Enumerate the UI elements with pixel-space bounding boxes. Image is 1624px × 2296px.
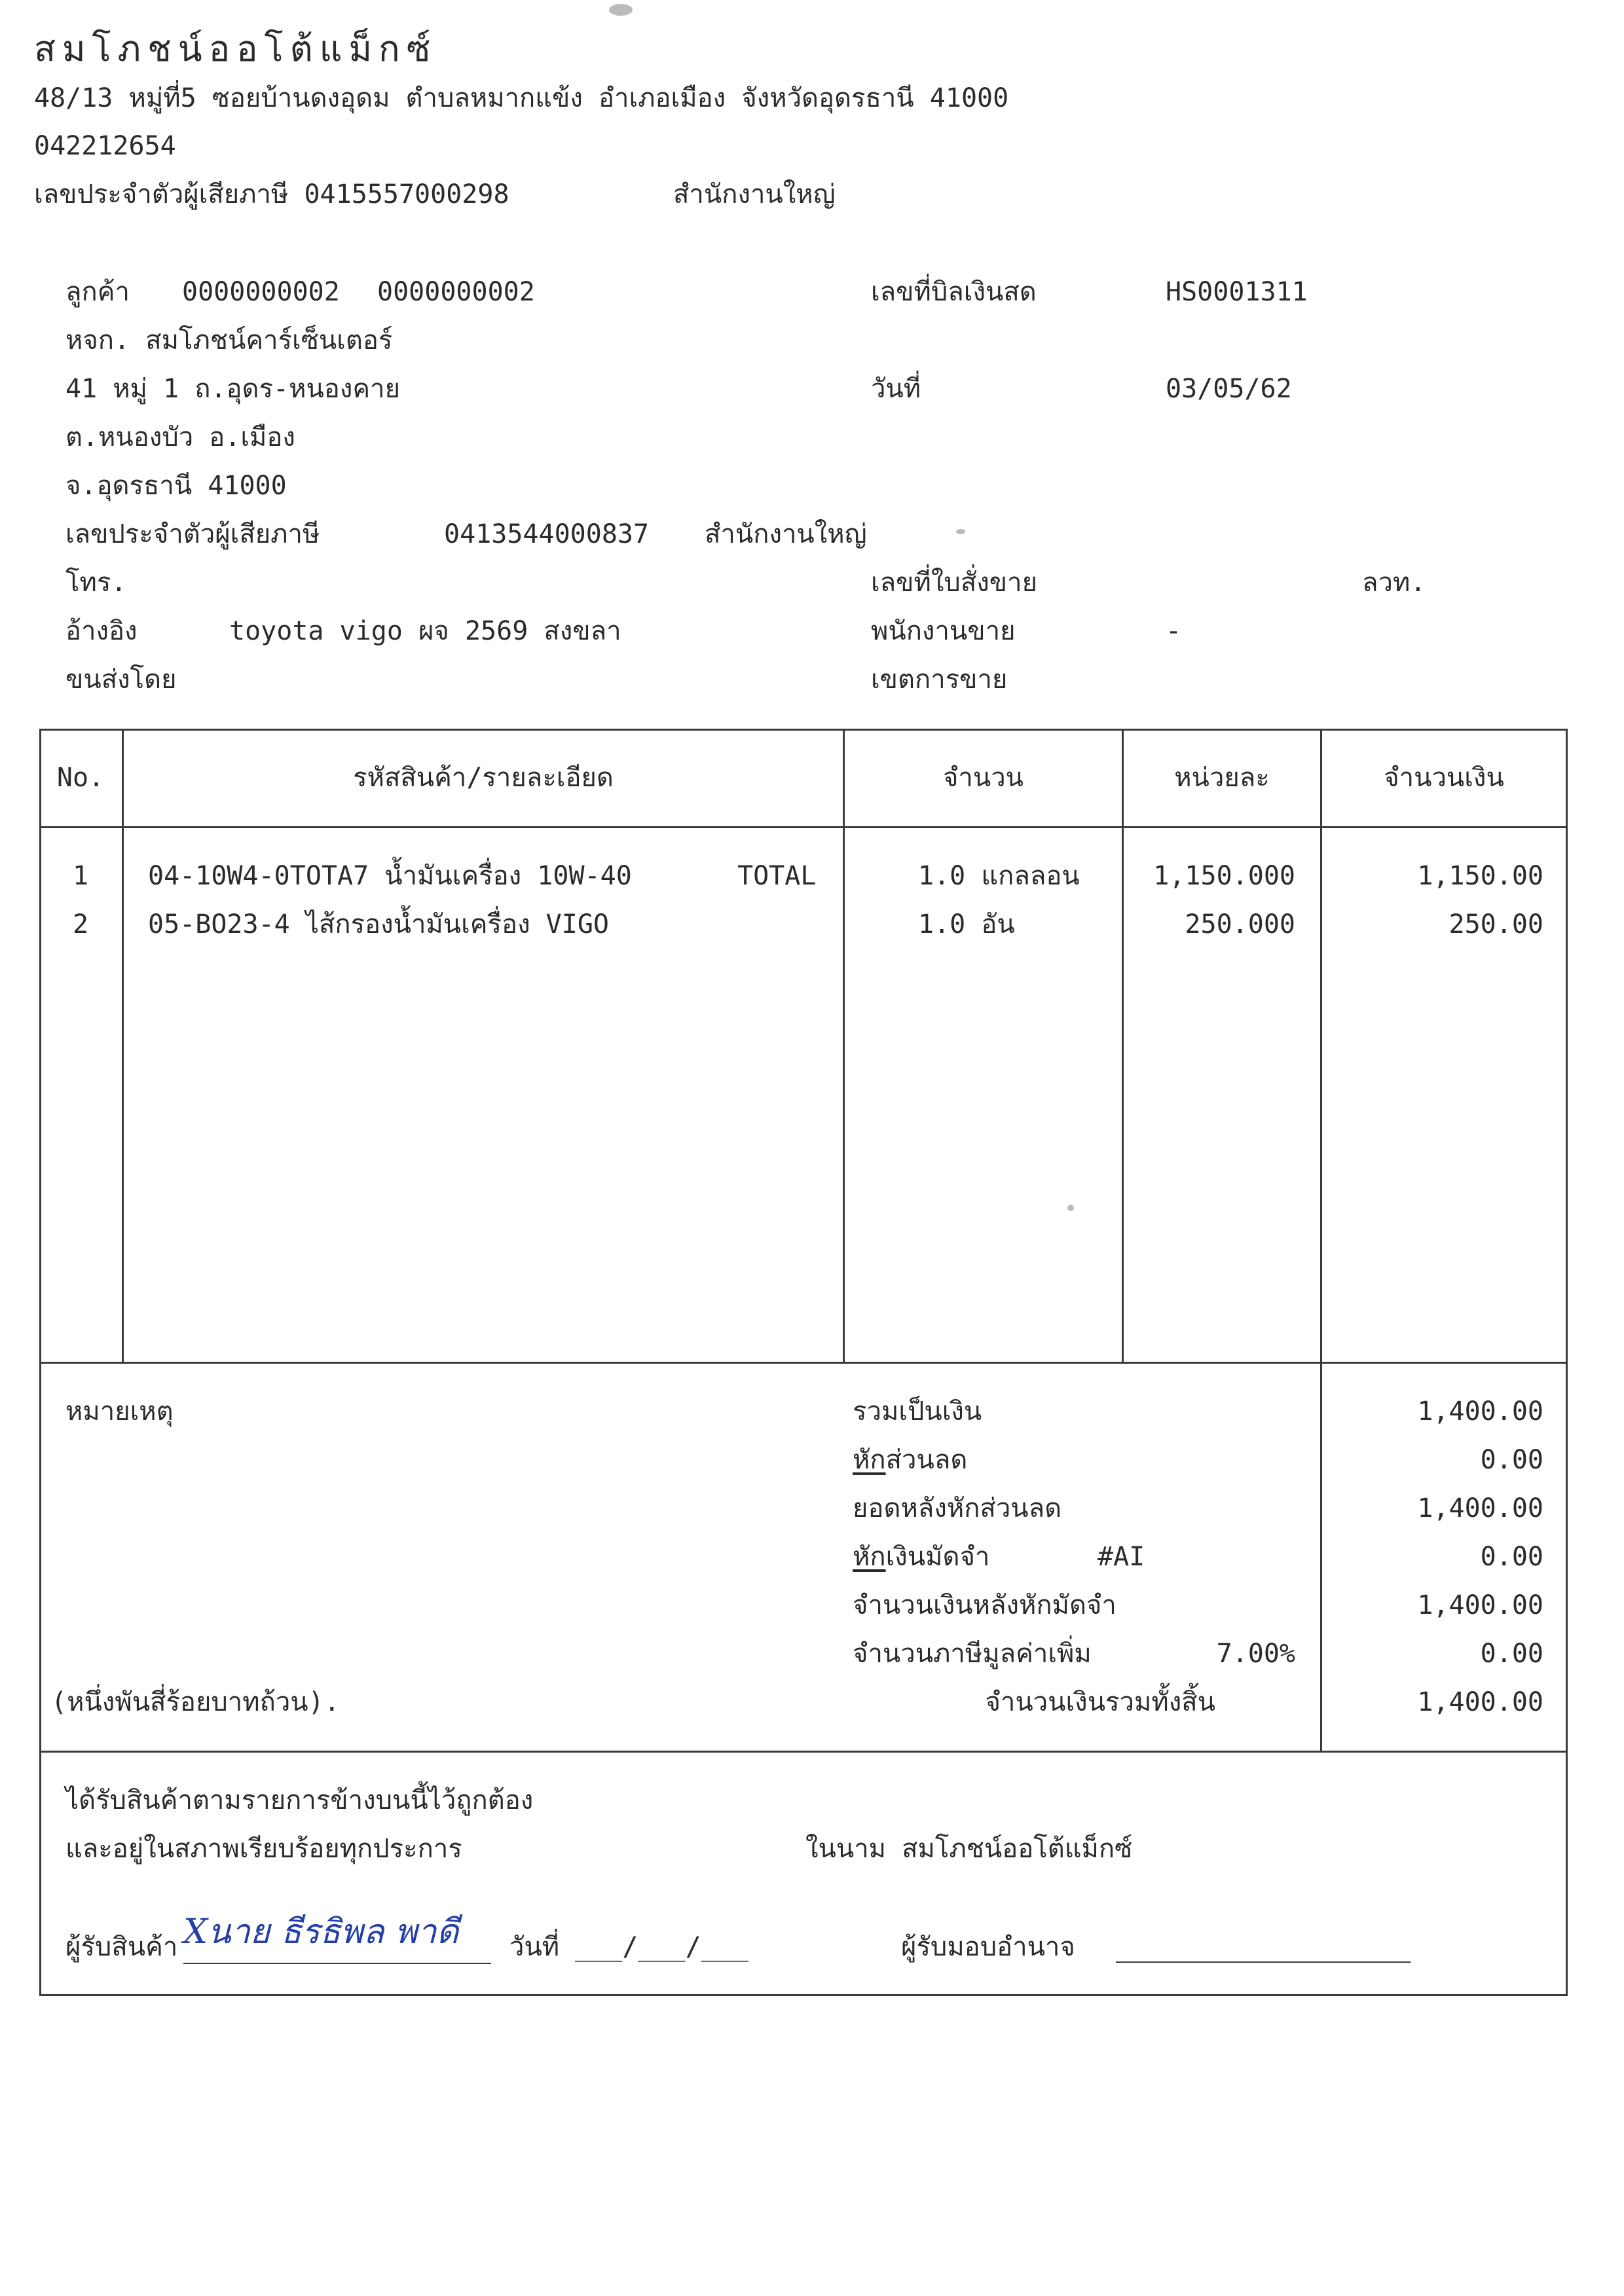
deposit-code: #AI [1098, 1542, 1145, 1572]
row-description: 05-BO23-4 ไส้กรองน้ำมันเครื่อง VIGO [148, 909, 610, 939]
header-description: รหัสสินค้า/รายละเอียด [353, 763, 614, 793]
bill-no: HS0001311 [1166, 277, 1308, 307]
vat-rate: 7.00% [1216, 1639, 1295, 1669]
after-discount-value: 1,400.00 [1417, 1493, 1543, 1523]
salesperson-label: พนักงานขาย [871, 616, 1016, 646]
after-deposit-value: 1,400.00 [1417, 1590, 1543, 1620]
scan-speck [609, 4, 633, 16]
customer-tax-id: 0413544000837 [444, 519, 650, 549]
discount-value: 0.00 [1480, 1445, 1543, 1475]
receive-date-blank: ___/___/___ [575, 1932, 748, 1962]
row-unit-price: 250.000 [1185, 909, 1295, 939]
vat-label: จำนวนภาษีมูลค่าเพิ่ม [853, 1639, 1092, 1669]
subtotal-label: รวมเป็นเงิน [853, 1396, 982, 1427]
total-in-words: (หนึ่งพันสี่ร้อยบาทถ้วน). [51, 1687, 340, 1717]
date-label: วันที่ [871, 374, 921, 404]
customer-address-1: 41 หมู่ 1 ถ.อุดร-หนองคาย [65, 374, 401, 404]
customer-code-1: 0000000002 [182, 277, 340, 307]
row-brand: TOTAL [737, 861, 817, 891]
header-unit-price: หน่วยละ [1174, 763, 1270, 793]
customer-name: หจก. สมโภชน์คาร์เซ็นเตอร์ [65, 325, 393, 355]
deposit-label-prefix: หัก [853, 1542, 886, 1572]
deposit-label [853, 1544, 989, 1570]
scan-speck [1067, 1205, 1074, 1211]
company-branch: สำนักงานใหญ่ [673, 179, 836, 210]
discount-label-rest: ส่วนลด [885, 1445, 968, 1475]
bill-no-label: เลขที่บิลเงินสด [871, 277, 1037, 307]
received-line-2: และอยู่ในสภาพเรียบร้อยทุกประการ [65, 1834, 462, 1864]
row-quantity: 1.0 แกลลอน [918, 861, 1080, 891]
company-phone: 042212654 [34, 131, 176, 161]
customer-address-2: ต.หนองบัว อ.เมือง [65, 422, 295, 452]
subtotal-value: 1,400.00 [1417, 1396, 1543, 1427]
authorized-label: ผู้รับมอบอำนาจ [901, 1932, 1075, 1962]
row-unit-price: 1,150.000 [1153, 861, 1295, 891]
row-no: 1 [72, 861, 89, 891]
grand-total-label: จำนวนเงินรวมทั้งสิ้น [985, 1687, 1215, 1717]
discount-label [853, 1447, 967, 1473]
customer-tax-label: เลขประจำตัวผู้เสียภาษี [65, 519, 320, 549]
grand-total-value: 1,400.00 [1417, 1687, 1543, 1717]
after-discount-label: ยอดหลังหักส่วนลด [853, 1493, 1062, 1523]
shipping-label: ขนส่งโดย [65, 665, 177, 695]
receiver-signature: Xนาย ธีรธิพล พาดี [183, 1912, 459, 1952]
customer-phone-label: โทร. [65, 568, 127, 598]
after-deposit-label: จำนวนเงินหลังหักมัดจำ [853, 1590, 1116, 1620]
signature-line [183, 1963, 491, 1964]
scan-speck [956, 529, 965, 534]
customer-branch: สำนักงานใหญ่ [705, 519, 867, 549]
discount-label-prefix: หัก [853, 1445, 886, 1475]
customer-label: ลูกค้า [65, 277, 130, 307]
row-description: 04-10W4-0TOTA7 น้ำมันเครื่อง 10W-40 [148, 861, 632, 891]
sales-order-label: เลขที่ใบสั่งขาย [871, 568, 1038, 598]
remark-label: หมายเหตุ [65, 1396, 174, 1427]
receiver-label: ผู้รับสินค้า [65, 1932, 178, 1962]
company-address: 48/13 หมู่ที่5 ซอยบ้านดงอุดม ตำบลหมากแข้ง อำเภอเมือง จังหวัดอุดรธานี 41000 [34, 83, 1009, 113]
receive-date-label: วันที่ [509, 1932, 560, 1962]
received-line-1: ได้รับสินค้าตามรายการข้างบนนี้ไว้ถูกต้อง [65, 1785, 534, 1815]
deposit-label-rest: เงินมัดจำ [885, 1542, 990, 1572]
row-no: 2 [72, 909, 89, 939]
customer-code-2: 0000000002 [377, 277, 535, 307]
on-behalf-text: ในนาม สมโภชน์ออโต้แม็กซ์ [805, 1834, 1133, 1864]
header-quantity: จำนวน [942, 763, 1024, 793]
reference-value: toyota vigo ผจ 2569 สงขลา [229, 616, 621, 646]
row-amount: 1,150.00 [1417, 861, 1543, 891]
salesperson-value: - [1166, 616, 1182, 646]
company-name: สมโภชน์ออโต้แม็กซ์ [34, 28, 437, 69]
sales-order-extra: ลวท. [1362, 568, 1426, 598]
vat-value: 0.00 [1480, 1639, 1543, 1669]
company-tax-id: เลขประจำตัวผู้เสียภาษี 0415557000298 [34, 179, 509, 210]
row-quantity: 1.0 อัน [918, 909, 1015, 939]
header-amount: จำนวนเงิน [1384, 763, 1504, 793]
reference-label: อ้างอิง [65, 616, 138, 646]
sales-area-label: เขตการขาย [871, 665, 1008, 695]
authorized-signature-line [1116, 1961, 1411, 1963]
row-amount: 250.00 [1449, 909, 1543, 939]
doc-date: 03/05/62 [1166, 374, 1292, 404]
header-no: No. [56, 763, 105, 793]
customer-address-3: จ.อุดรธานี 41000 [65, 471, 287, 501]
deposit-value: 0.00 [1480, 1542, 1543, 1572]
